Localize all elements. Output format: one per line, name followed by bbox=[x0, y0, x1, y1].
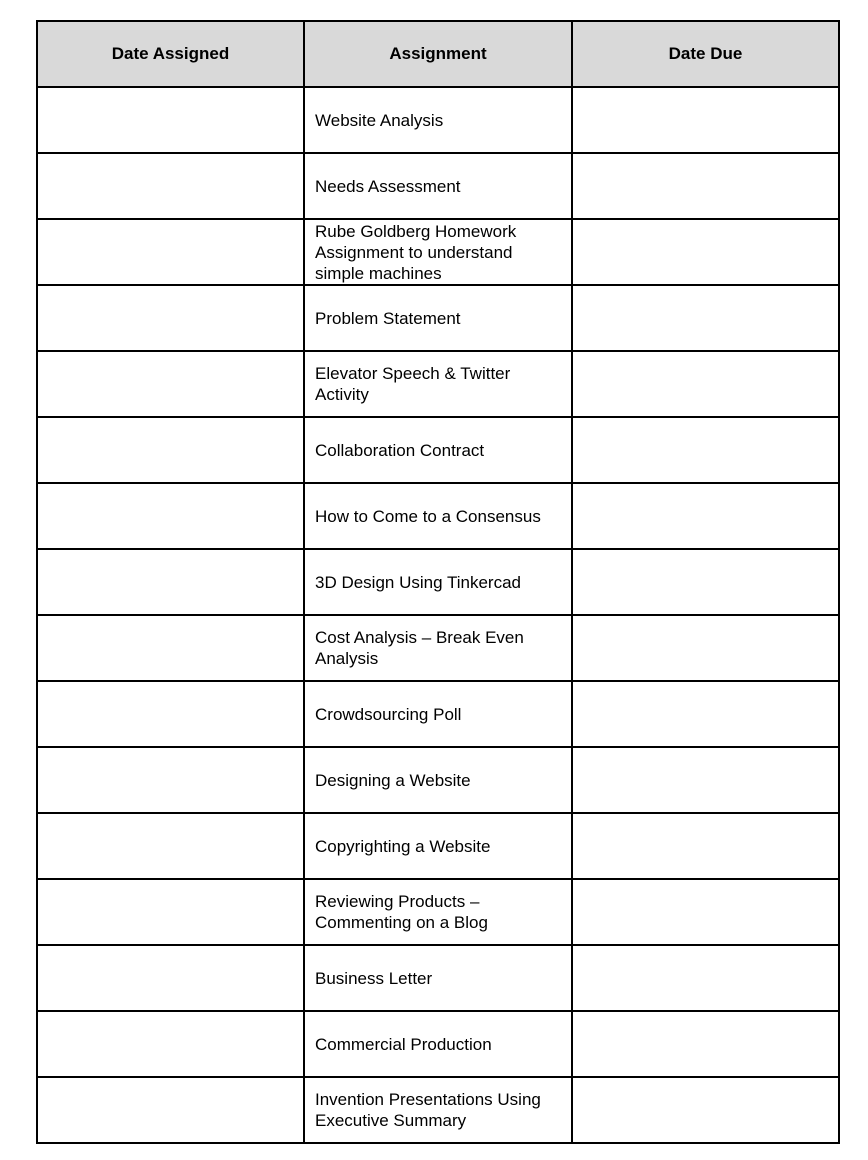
date-due-cell[interactable] bbox=[572, 351, 839, 417]
date-assigned-cell[interactable] bbox=[37, 747, 304, 813]
table-row bbox=[37, 549, 839, 615]
date-assigned-cell[interactable] bbox=[37, 549, 304, 615]
date-assigned-cell[interactable] bbox=[37, 1077, 304, 1143]
assignment-header: Assignment bbox=[304, 21, 572, 87]
date-assigned-cell[interactable] bbox=[37, 219, 304, 285]
assignment-cell: Commercial Production bbox=[304, 1011, 572, 1077]
table-header-row bbox=[37, 21, 839, 87]
date-due-header: Date Due bbox=[572, 21, 839, 87]
assignment-cell: Copyrighting a Website bbox=[304, 813, 572, 879]
assignment-cell: Designing a Website bbox=[304, 747, 572, 813]
assignment-cell: Elevator Speech & Twitter Activity bbox=[304, 351, 572, 417]
date-due-cell[interactable] bbox=[572, 549, 839, 615]
assignment-cell: 3D Design Using Tinkercad bbox=[304, 549, 572, 615]
table-row bbox=[37, 1077, 839, 1143]
date-assigned-cell[interactable] bbox=[37, 813, 304, 879]
assignment-cell: Invention Presentations Using Executive Summary bbox=[304, 1077, 572, 1143]
date-assigned-cell[interactable] bbox=[37, 285, 304, 351]
table-row bbox=[37, 879, 839, 945]
assignment-cell: Business Letter bbox=[304, 945, 572, 1011]
date-assigned-cell[interactable] bbox=[37, 87, 304, 153]
assignment-cell: Collaboration Contract bbox=[304, 417, 572, 483]
date-due-cell[interactable] bbox=[572, 615, 839, 681]
date-assigned-cell[interactable] bbox=[37, 879, 304, 945]
date-assigned-cell[interactable] bbox=[37, 483, 304, 549]
date-due-cell[interactable] bbox=[572, 417, 839, 483]
table-row bbox=[37, 747, 839, 813]
assignment-table bbox=[36, 20, 840, 1144]
table-row bbox=[37, 813, 839, 879]
date-due-cell[interactable] bbox=[572, 681, 839, 747]
date-due-cell[interactable] bbox=[572, 945, 839, 1011]
date-assigned-cell[interactable] bbox=[37, 681, 304, 747]
table-row bbox=[37, 681, 839, 747]
table-row bbox=[37, 417, 839, 483]
date-due-cell[interactable] bbox=[572, 153, 839, 219]
assignment-cell: Crowdsourcing Poll bbox=[304, 681, 572, 747]
table-row bbox=[37, 219, 839, 285]
date-assigned-cell[interactable] bbox=[37, 1011, 304, 1077]
table-row bbox=[37, 945, 839, 1011]
table-row bbox=[37, 351, 839, 417]
date-due-cell[interactable] bbox=[572, 1077, 839, 1143]
table-row bbox=[37, 285, 839, 351]
date-assigned-cell[interactable] bbox=[37, 351, 304, 417]
date-due-cell[interactable] bbox=[572, 747, 839, 813]
table-row bbox=[37, 87, 839, 153]
table-row bbox=[37, 1011, 839, 1077]
assignment-cell: Needs Assessment bbox=[304, 153, 572, 219]
assignment-cell: Cost Analysis – Break Even Analysis bbox=[304, 615, 572, 681]
table-row bbox=[37, 153, 839, 219]
date-assigned-header: Date Assigned bbox=[37, 21, 304, 87]
date-due-cell[interactable] bbox=[572, 483, 839, 549]
assignment-cell: Problem Statement bbox=[304, 285, 572, 351]
date-assigned-cell[interactable] bbox=[37, 417, 304, 483]
table-row bbox=[37, 483, 839, 549]
assignment-cell: Website Analysis bbox=[304, 87, 572, 153]
date-due-cell[interactable] bbox=[572, 879, 839, 945]
date-assigned-cell[interactable] bbox=[37, 153, 304, 219]
table-row bbox=[37, 615, 839, 681]
assignment-cell: Reviewing Products – Commenting on a Blog bbox=[304, 879, 572, 945]
date-assigned-cell[interactable] bbox=[37, 945, 304, 1011]
date-due-cell[interactable] bbox=[572, 219, 839, 285]
date-due-cell[interactable] bbox=[572, 285, 839, 351]
date-due-cell[interactable] bbox=[572, 1011, 839, 1077]
date-due-cell[interactable] bbox=[572, 87, 839, 153]
assignment-cell: How to Come to a Consensus bbox=[304, 483, 572, 549]
date-due-cell[interactable] bbox=[572, 813, 839, 879]
date-assigned-cell[interactable] bbox=[37, 615, 304, 681]
assignment-cell: Rube Goldberg Homework Assignment to understand simple machines bbox=[304, 219, 572, 285]
